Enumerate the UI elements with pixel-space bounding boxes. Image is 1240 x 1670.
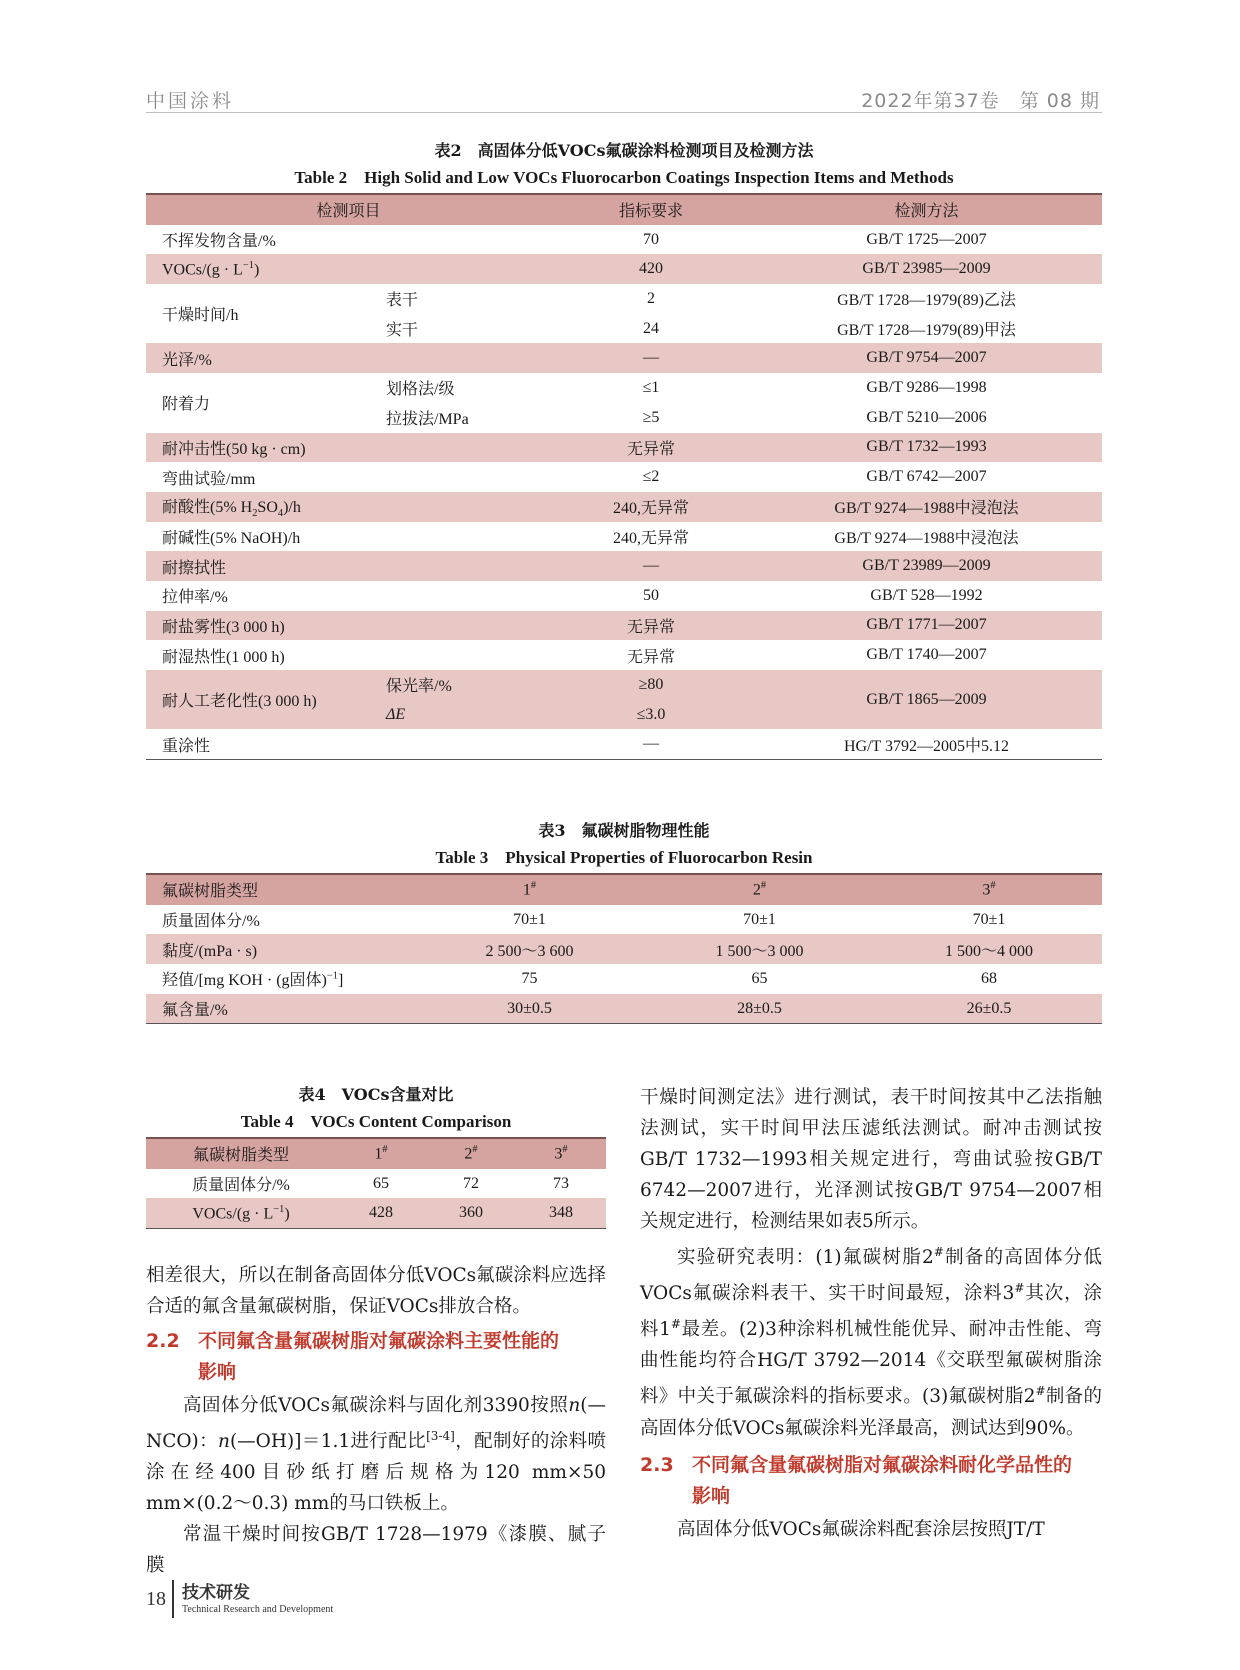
table-row: 耐冲击性(50 kg · cm) 无异常 GB/T 1732—1993 bbox=[146, 433, 1102, 463]
paragraph: 高固体分低VOCs氟碳涂料配套涂层按照JT/T bbox=[677, 1519, 1045, 1540]
table3-header-row: 氟碳树脂类型 1# 2# 3# bbox=[146, 874, 1102, 905]
table-row: 耐酸性(5% $H_2SO_4)/h$ 240,无异常 GB/T 9274—1988中浸泡法 bbox=[146, 492, 1102, 522]
footer-section-cn: 技术研发 bbox=[182, 1583, 250, 1603]
table2-header-row bbox=[146, 194, 1102, 225]
table-row: 耐人工老化性(3 000 h) 保光率/% ≥80 GB/T 1865—2009 bbox=[146, 670, 1102, 700]
table2-header-req: 指标要求 bbox=[551, 194, 751, 225]
left-column-text-2 bbox=[146, 1390, 606, 1581]
right-column-text-2 bbox=[640, 1514, 1102, 1545]
footer-divider bbox=[172, 1580, 174, 1618]
right-column-text bbox=[640, 1082, 1102, 1444]
table-row: 附着力 划格法/级 ≤1 GB/T 9286—1998 bbox=[162, 378, 987, 414]
table-row: 光泽/% — GB/T 9754—2007 bbox=[146, 343, 1102, 373]
table-row: 不挥发物含量/% 70 GB/T 1725—2007 bbox=[162, 230, 987, 251]
table2-caption-en: Table 2 High Solid and Low VOCs Fluorocarbon Coatings Inspection Items and Methods bbox=[294, 168, 954, 187]
paragraph: 常温干燥时间按GB/T 1728—1979《漆膜、腻子膜 bbox=[146, 1524, 606, 1577]
footer-section-en: Technical Research and Development bbox=[182, 1604, 334, 1615]
paragraph: 相差很大，所以在制备高固体分低VOCs氟碳涂料应选择合适的氟含量氟碳树脂，保证VOCs排放合格。 bbox=[146, 1265, 606, 1317]
table-row: ΔE ≤3.0 bbox=[146, 700, 1102, 730]
table3 bbox=[146, 873, 1102, 1024]
table-row: 质量固体分/% 65 72 73 bbox=[192, 1174, 569, 1195]
table4-caption-cn: 表4 VOCs含量对比 bbox=[298, 1085, 454, 1104]
issue-info: 2022年第37卷 第 08 期 bbox=[861, 90, 1100, 112]
paragraph: 实验研究表明：(1)氟碳树脂2#制备的高固体分低VOCs氟碳涂料表干、实干时间最短，涂料3#其次，涂料1#最差。(2)3种涂料机械性能优异、耐冲击性能、弯曲性能均符合HG/T 3792—2014《交联型氟碳树脂涂料》中关于氟碳涂料的指标要求。(3)氟碳树脂2#制备的高固体分低VOCs氟碳涂料光泽最高，测试达到90%。 bbox=[640, 1245, 1102, 1439]
table-row: 黏度/(mPa · s) 2 500～3 600 1 500～3 000 1 500～4 000 bbox=[146, 934, 1102, 964]
table2-header-method: 检测方法 bbox=[751, 194, 1102, 225]
table4-caption-en: Table 4 VOCs Content Comparison bbox=[240, 1112, 512, 1131]
left-column-text bbox=[146, 1260, 606, 1322]
table2 bbox=[146, 193, 1102, 760]
table-row: 耐盐雾性(3 000 h) 无异常 GB/T 1771—2007 bbox=[146, 611, 1102, 641]
table-row: 氟含量/% 30±0.5 28±0.5 26±0.5 bbox=[146, 994, 1102, 1024]
section-2-2-heading: 2.2 不同氟含量氟碳树脂对氟碳涂料主要性能的 影响 bbox=[146, 1330, 560, 1383]
table-row: 羟值/[mg KOH · (g固体)$^{-1}$] 75 65 68 bbox=[162, 969, 997, 990]
table4-header-row: 氟碳树脂类型 1# 2# 3# bbox=[146, 1138, 606, 1169]
table-row: 质量固体分/% 70±1 70±1 70±1 bbox=[162, 910, 1006, 931]
header-divider bbox=[146, 112, 1102, 113]
table-row: 重涂性 — HG/T 3792—2005中5.12 bbox=[162, 735, 1010, 755]
table2-header-item: 检测项目 bbox=[146, 194, 551, 225]
table-row: 耐擦拭性 — GB/T 23989—2009 bbox=[146, 551, 1102, 581]
table-row: 耐湿热性(1 000 h) 无异常 GB/T 1740—2007 bbox=[162, 646, 987, 666]
table-row: 弯曲试验/mm ≤2 GB/T 6742—2007 bbox=[162, 468, 987, 488]
table-row: 耐碱性(5% NaOH)/h 240,无异常 GB/T 9274—1988中浸泡法 bbox=[162, 529, 1019, 547]
table2-caption-cn: 表2 高固体分低VOCs氟碳涂料检测项目及检测方法 bbox=[434, 141, 814, 160]
table-row: 干燥时间/h 表干 2 GB/T 1728—1979(89)乙法 bbox=[162, 289, 1016, 325]
paragraph: 高固体分低VOCs氟碳涂料与固化剂3390按照n(—NCO)：n(—OH)]＝1.1进行配比[3-4]，配制好的涂料喷涂在经400目砂纸打磨后规格为120 mm×50 mm×(0.2～0.3) mm的马口铁板上。 bbox=[146, 1395, 607, 1515]
table-row: VOCs/(g · $L^{-1}$) 420 GB/T 23985—2009 bbox=[146, 254, 1102, 284]
page-number: 18 bbox=[146, 1588, 166, 1610]
table-row: 拉拔法/MPa ≥5 GB/T 5210—2006 bbox=[386, 408, 987, 429]
paragraph: 干燥时间测定法》进行测试，表干时间按其中乙法指触法测试，实干时间甲法压滤纸法测试。耐冲击测试按GB/T 1732—1993相关规定进行，弯曲试验按GB/T 6742—2007进行，光泽测试按GB/T 9754—2007相关规定进行，检测结果如表5所示。 bbox=[640, 1087, 1102, 1232]
table-row: 拉伸率/% 50 GB/T 528—1992 bbox=[162, 586, 983, 607]
table-row: VOCs/(g · $L^{-1}$) 428 360 348 bbox=[146, 1198, 606, 1228]
table3-caption-cn: 表3 氟碳树脂物理性能 bbox=[538, 821, 710, 840]
section-2-3-heading: 2.3 不同氟含量氟碳树脂对氟碳涂料耐化学品性的 影响 bbox=[640, 1454, 1073, 1507]
journal-name: 中国涂料 bbox=[146, 90, 235, 112]
table-row: 实干 24 GB/T 1728—1979(89)甲法 bbox=[386, 319, 1016, 340]
table4 bbox=[146, 1137, 606, 1229]
table3-caption-en: Table 3 Physical Properties of Fluorocarbon Resin bbox=[435, 848, 813, 867]
